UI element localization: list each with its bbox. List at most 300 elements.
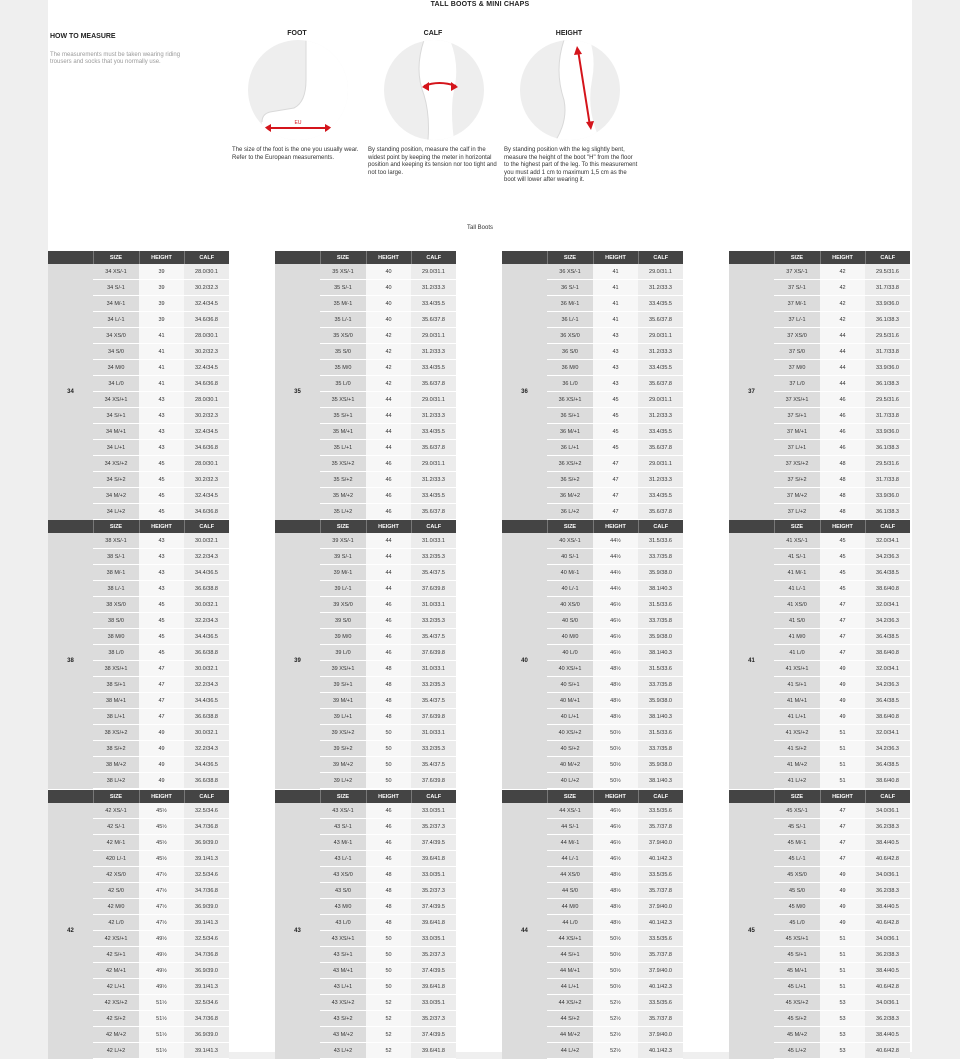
size-cell: 37 S/+1	[774, 408, 820, 424]
size-cell: 43 M/+2	[320, 1027, 366, 1043]
calf-cell: 29.0/31.1	[411, 264, 456, 280]
calf-cell: 34.7/36.8	[184, 1011, 229, 1027]
height-cell: 41	[139, 344, 184, 360]
size-cell: 42 XS/0	[93, 867, 139, 883]
height-cell: 47	[139, 677, 184, 693]
size-cell: 43 XS/+2	[320, 995, 366, 1011]
size-table-39	[275, 520, 456, 789]
height-cell: 51	[820, 741, 865, 757]
size-cell: 38 M/+1	[93, 693, 139, 709]
size-cell: 35 S/-1	[320, 280, 366, 296]
calf-cell: 32.4/34.5	[184, 488, 229, 504]
size-cell: 43 S/+1	[320, 947, 366, 963]
size-cell: 43 XS/0	[320, 867, 366, 883]
size-table-44	[502, 790, 683, 1059]
size-cell: 39 M/0	[320, 629, 366, 645]
size-cell: 41 S/+1	[774, 677, 820, 693]
calf-cell: 32.5/34.6	[184, 867, 229, 883]
size-cell: 34 S/+1	[93, 408, 139, 424]
calf-cell: 39.6/41.8	[411, 979, 456, 995]
calf-cell: 36.4/38.5	[865, 565, 910, 581]
header-calf: CALF	[411, 520, 456, 533]
calf-cell: 35.4/37.5	[411, 565, 456, 581]
table-row	[729, 533, 910, 549]
eu-size-cell: 35	[275, 264, 320, 520]
size-cell: 35 XS/+1	[320, 392, 366, 408]
size-cell: 41 S/-1	[774, 549, 820, 565]
height-cell: 45	[139, 597, 184, 613]
calf-cell: 35.2/37.3	[411, 819, 456, 835]
size-cell: 38 L/+1	[93, 709, 139, 725]
calf-cell: 33.4/35.5	[411, 424, 456, 440]
height-cell: 46	[366, 613, 411, 629]
calf-cell: 33.4/35.5	[638, 424, 683, 440]
calf-cell: 35.9/38.0	[638, 757, 683, 773]
calf-cell: 36.9/39.0	[184, 1027, 229, 1043]
size-cell: 42 M/+2	[93, 1027, 139, 1043]
calf-cell: 34.4/36.5	[184, 757, 229, 773]
height-cell: 50½	[593, 931, 638, 947]
size-cell: 36 M/0	[547, 360, 593, 376]
height-cell: 49	[139, 725, 184, 741]
size-cell: 35 S/0	[320, 344, 366, 360]
header-eu-blank	[502, 790, 547, 803]
table-row	[275, 803, 456, 819]
calf-cell: 37.9/40.0	[638, 835, 683, 851]
size-cell: 38 M/+2	[93, 757, 139, 773]
header-size: SIZE	[547, 251, 593, 264]
calf-cell: 32.0/34.1	[865, 597, 910, 613]
size-cell: 42 S/+2	[93, 1011, 139, 1027]
header-eu-blank	[729, 251, 774, 264]
height-cell: 46	[366, 645, 411, 661]
size-cell: 34 L/-1	[93, 312, 139, 328]
height-cell: 50	[366, 979, 411, 995]
size-cell: 43 L/+1	[320, 979, 366, 995]
size-cell: 34 M/+2	[93, 488, 139, 504]
size-cell: 41 XS/+2	[774, 725, 820, 741]
calf-cell: 36.2/38.3	[865, 947, 910, 963]
header-calf: CALF	[411, 790, 456, 803]
size-cell: 44 XS/-1	[547, 803, 593, 819]
size-cell: 36 XS/+2	[547, 456, 593, 472]
size-cell: 36 S/0	[547, 344, 593, 360]
size-table-38	[48, 520, 229, 789]
height-cell: 46½	[593, 613, 638, 629]
height-cell: 48½	[593, 883, 638, 899]
size-cell: 36 S/+2	[547, 472, 593, 488]
calf-cell: 40.6/42.8	[865, 1043, 910, 1059]
size-cell: 45 M/0	[774, 899, 820, 915]
height-cell: 46½	[593, 819, 638, 835]
height-cell: 45½	[139, 835, 184, 851]
size-cell: 40 M/+1	[547, 693, 593, 709]
height-cell: 45	[139, 613, 184, 629]
header-size: SIZE	[774, 520, 820, 533]
calf-cell: 35.9/38.0	[638, 693, 683, 709]
height-cell: 47½	[139, 867, 184, 883]
size-cell: 41 M/0	[774, 629, 820, 645]
size-cell: 37 L/0	[774, 376, 820, 392]
height-cell: 49	[820, 915, 865, 931]
calf-cell: 30.0/32.1	[184, 597, 229, 613]
height-cell: 46½	[593, 645, 638, 661]
size-cell: 37 M/+2	[774, 488, 820, 504]
size-cell: 34 XS/-1	[93, 264, 139, 280]
size-cell: 37 XS/0	[774, 328, 820, 344]
size-cell: 39 XS/-1	[320, 533, 366, 549]
height-cell: 51½	[139, 1043, 184, 1059]
calf-cell: 34.0/36.1	[865, 931, 910, 947]
calf-cell: 31.2/33.3	[638, 408, 683, 424]
size-cell: 40 S/+2	[547, 741, 593, 757]
size-cell: 37 M/0	[774, 360, 820, 376]
calf-cell: 33.5/35.6	[638, 867, 683, 883]
height-cell: 47	[820, 613, 865, 629]
calf-cell: 38.4/40.5	[865, 835, 910, 851]
calf-cell: 37.4/39.5	[411, 963, 456, 979]
calf-cell: 36.6/38.8	[184, 773, 229, 789]
size-cell: 42 M/-1	[93, 835, 139, 851]
height-cell: 48	[366, 661, 411, 677]
size-cell: 35 L/+1	[320, 440, 366, 456]
size-cell: 42 M/+1	[93, 963, 139, 979]
calf-cell: 36.6/38.8	[184, 581, 229, 597]
calf-cell: 40.1/42.3	[638, 915, 683, 931]
size-cell: 420 L/-1	[93, 851, 139, 867]
foot-icon	[248, 40, 348, 140]
calf-cell: 33.7/35.8	[638, 549, 683, 565]
header-height: HEIGHT	[593, 520, 638, 533]
height-cell: 44	[820, 344, 865, 360]
calf-cell: 32.2/34.3	[184, 677, 229, 693]
size-cell: 41 M/+2	[774, 757, 820, 773]
size-cell: 38 XS/0	[93, 597, 139, 613]
size-cell: 40 L/+2	[547, 773, 593, 789]
header-calf: CALF	[411, 251, 456, 264]
height-cell: 52½	[593, 995, 638, 1011]
height-cell: 46	[366, 835, 411, 851]
calf-cell: 35.6/37.8	[411, 312, 456, 328]
calf-cell: 40.1/42.3	[638, 1043, 683, 1059]
size-cell: 43 M/+1	[320, 963, 366, 979]
calf-cell: 35.2/37.3	[411, 1011, 456, 1027]
size-cell: 37 XS/+1	[774, 392, 820, 408]
size-cell: 34 L/+1	[93, 440, 139, 456]
height-cell: 44	[820, 376, 865, 392]
height-cell: 42	[820, 296, 865, 312]
calf-cell: 31.5/33.6	[638, 725, 683, 741]
height-cell: 49	[820, 883, 865, 899]
height-cell: 46	[366, 803, 411, 819]
height-cell: 49½	[139, 931, 184, 947]
table-row	[48, 533, 229, 549]
height-cell: 41	[593, 264, 638, 280]
calf-cell: 36.4/38.5	[865, 629, 910, 645]
calf-cell: 34.0/36.1	[865, 867, 910, 883]
size-cell: 43 S/-1	[320, 819, 366, 835]
calf-cell: 36.2/38.3	[865, 883, 910, 899]
calf-cell: 34.7/36.8	[184, 947, 229, 963]
calf-cell: 31.7/33.8	[865, 408, 910, 424]
height-cell: 45½	[139, 851, 184, 867]
size-cell: 43 S/0	[320, 883, 366, 899]
size-cell: 36 XS/+1	[547, 392, 593, 408]
size-cell: 43 L/-1	[320, 851, 366, 867]
height-cell: 43	[593, 328, 638, 344]
header-size: SIZE	[93, 790, 139, 803]
height-cell: 43	[139, 533, 184, 549]
height-cell: 45	[593, 424, 638, 440]
height-cell: 42	[366, 344, 411, 360]
height-cell: 46	[820, 408, 865, 424]
size-cell: 44 M/+2	[547, 1027, 593, 1043]
size-cell: 39 L/+1	[320, 709, 366, 725]
calf-cell: 39.1/41.3	[184, 915, 229, 931]
calf-cell: 32.0/34.1	[865, 725, 910, 741]
size-cell: 40 L/-1	[547, 581, 593, 597]
header-height: HEIGHT	[139, 251, 184, 264]
calf-cell: 35.6/37.8	[638, 376, 683, 392]
size-table-35	[275, 251, 456, 520]
calf-cell: 33.4/35.5	[638, 296, 683, 312]
height-cell: 48	[366, 709, 411, 725]
page-title: TALL BOOTS & MINI CHAPS	[430, 1, 530, 8]
size-cell: 39 M/-1	[320, 565, 366, 581]
calf-cell: 33.2/35.3	[411, 741, 456, 757]
size-table-41	[729, 520, 910, 789]
calf-cell: 32.0/34.1	[865, 533, 910, 549]
calf-cell: 31.2/33.3	[411, 344, 456, 360]
height-cell: 47	[820, 819, 865, 835]
table-row	[502, 803, 683, 819]
calf-cell: 29.0/31.1	[638, 328, 683, 344]
calf-cell: 30.2/32.3	[184, 408, 229, 424]
height-cell: 43	[139, 565, 184, 581]
size-cell: 45 XS/0	[774, 867, 820, 883]
size-cell: 40 M/+2	[547, 757, 593, 773]
height-cell: 45½	[139, 803, 184, 819]
eu-label: EU	[294, 120, 302, 126]
height-title: HEIGHT	[555, 30, 583, 37]
size-cell: 39 XS/+2	[320, 725, 366, 741]
calf-cell: 37.6/39.8	[411, 709, 456, 725]
size-cell: 38 S/+2	[93, 741, 139, 757]
calf-cell: 31.2/33.3	[638, 472, 683, 488]
calf-cell: 34.6/36.8	[184, 376, 229, 392]
calf-cell: 30.2/32.3	[184, 472, 229, 488]
header-size: SIZE	[547, 790, 593, 803]
foot-measure	[232, 30, 366, 162]
height-cell: 47	[820, 645, 865, 661]
height-cell: 46½	[593, 835, 638, 851]
size-cell: 43 S/+2	[320, 1011, 366, 1027]
table-row	[729, 803, 910, 819]
header-height: HEIGHT	[593, 251, 638, 264]
header-calf: CALF	[638, 520, 683, 533]
calf-cell: 34.2/36.3	[865, 613, 910, 629]
height-cell: 48½	[593, 677, 638, 693]
height-cell: 44½	[593, 581, 638, 597]
how-to-measure-text: The measurements must be taken wearing riding trousers and socks that you normally use.	[50, 52, 181, 65]
size-cell: 36 L/-1	[547, 312, 593, 328]
table-row	[48, 264, 229, 280]
calf-cell: 37.9/40.0	[638, 963, 683, 979]
size-cell: 35 S/+2	[320, 472, 366, 488]
height-cell: 47½	[139, 883, 184, 899]
height-cell: 43	[139, 392, 184, 408]
table-row	[275, 264, 456, 280]
calf-cell: 36.9/39.0	[184, 963, 229, 979]
height-cell: 44	[366, 581, 411, 597]
height-cell: 43	[139, 424, 184, 440]
size-cell: 37 XS/+2	[774, 456, 820, 472]
height-cell: 52½	[593, 1011, 638, 1027]
calf-cell: 32.5/34.6	[184, 803, 229, 819]
calf-icon	[384, 40, 484, 140]
header-size: SIZE	[93, 251, 139, 264]
size-cell: 41 L/+2	[774, 773, 820, 789]
calf-cell: 33.7/35.8	[638, 677, 683, 693]
calf-title: CALF	[423, 30, 443, 37]
header-calf: CALF	[638, 251, 683, 264]
height-cell: 48	[366, 883, 411, 899]
size-cell: 42 S/-1	[93, 819, 139, 835]
height-cell: 43	[139, 549, 184, 565]
size-cell: 44 XS/+2	[547, 995, 593, 1011]
height-cell: 46	[820, 440, 865, 456]
size-cell: 36 M/+2	[547, 488, 593, 504]
height-cell: 47	[820, 835, 865, 851]
calf-cell: 35.7/37.8	[638, 947, 683, 963]
height-cell: 41	[593, 280, 638, 296]
header-height: HEIGHT	[366, 251, 411, 264]
calf-cell: 37.9/40.0	[638, 899, 683, 915]
size-cell: 40 L/0	[547, 645, 593, 661]
calf-cell: 38.1/40.3	[638, 581, 683, 597]
calf-cell: 30.2/32.3	[184, 280, 229, 296]
calf-cell: 33.0/35.1	[411, 867, 456, 883]
calf-cell: 36.6/38.8	[184, 645, 229, 661]
size-table-40	[502, 520, 683, 789]
calf-cell: 33.9/36.0	[865, 488, 910, 504]
height-cell: 47	[593, 504, 638, 520]
eu-size-cell: 34	[48, 264, 93, 520]
size-cell: 35 S/+1	[320, 408, 366, 424]
size-cell: 38 L/0	[93, 645, 139, 661]
calf-cell: 34.6/36.8	[184, 312, 229, 328]
size-cell: 42 S/+1	[93, 947, 139, 963]
height-cell: 49½	[139, 947, 184, 963]
size-cell: 36 L/+1	[547, 440, 593, 456]
header-height: HEIGHT	[139, 520, 184, 533]
height-cell: 50	[366, 963, 411, 979]
header-size: SIZE	[320, 520, 366, 533]
calf-cell: 33.2/35.3	[411, 549, 456, 565]
height-cell: 47	[820, 597, 865, 613]
height-cell: 45½	[139, 819, 184, 835]
calf-cell: 28.0/30.1	[184, 456, 229, 472]
size-cell: 38 S/+1	[93, 677, 139, 693]
height-cell: 51½	[139, 1011, 184, 1027]
height-cell: 45	[139, 629, 184, 645]
height-cell: 48½	[593, 709, 638, 725]
calf-cell: 36.2/38.3	[865, 1011, 910, 1027]
calf-cell: 33.9/36.0	[865, 296, 910, 312]
height-cell: 52½	[593, 1043, 638, 1059]
height-cell: 48½	[593, 867, 638, 883]
height-cell: 39	[139, 264, 184, 280]
header-eu-blank	[48, 251, 93, 264]
size-cell: 43 XS/+1	[320, 931, 366, 947]
calf-measure	[368, 30, 502, 177]
size-cell: 41 S/0	[774, 613, 820, 629]
calf-cell: 37.6/39.8	[411, 581, 456, 597]
calf-cell: 36.2/38.3	[865, 819, 910, 835]
size-cell: 34 M/-1	[93, 296, 139, 312]
height-cell: 51	[820, 979, 865, 995]
height-cell: 43	[139, 440, 184, 456]
header-height: HEIGHT	[820, 790, 865, 803]
header-height: HEIGHT	[593, 790, 638, 803]
calf-cell: 35.9/38.0	[638, 565, 683, 581]
calf-cell: 32.4/34.5	[184, 360, 229, 376]
height-cell: 52	[366, 995, 411, 1011]
size-cell: 34 L/+2	[93, 504, 139, 520]
size-cell: 44 M/-1	[547, 835, 593, 851]
height-cell: 53	[820, 1043, 865, 1059]
size-cell: 45 M/+1	[774, 963, 820, 979]
height-cell: 48	[366, 867, 411, 883]
calf-illustration	[384, 40, 484, 140]
size-cell: 45 XS/+2	[774, 995, 820, 1011]
size-cell: 39 L/0	[320, 645, 366, 661]
foot-title: FOOT	[287, 30, 307, 37]
table-row	[502, 264, 683, 280]
size-cell: 36 XS/-1	[547, 264, 593, 280]
calf-cell: 31.0/33.1	[411, 597, 456, 613]
height-cell: 45	[593, 440, 638, 456]
size-cell: 44 L/+2	[547, 1043, 593, 1059]
calf-cell: 31.5/33.6	[638, 597, 683, 613]
calf-cell: 34.0/36.1	[865, 803, 910, 819]
height-cell: 44½	[593, 565, 638, 581]
size-cell: 40 L/+1	[547, 709, 593, 725]
size-table-37	[729, 251, 910, 520]
calf-cell: 36.9/39.0	[184, 899, 229, 915]
height-cell: 51½	[139, 1027, 184, 1043]
eu-size-cell: 37	[729, 264, 774, 520]
size-cell: 43 M/0	[320, 899, 366, 915]
height-cell: 47½	[139, 915, 184, 931]
size-cell: 38 M/0	[93, 629, 139, 645]
calf-cell: 37.9/40.0	[638, 1027, 683, 1043]
height-cell: 48	[366, 899, 411, 915]
size-cell: 34 S/+2	[93, 472, 139, 488]
eu-size-cell: 38	[48, 533, 93, 789]
size-cell: 41 S/+2	[774, 741, 820, 757]
header-eu-blank	[275, 790, 320, 803]
height-cell: 44	[366, 549, 411, 565]
calf-cell: 32.4/34.5	[184, 424, 229, 440]
calf-cell: 34.2/36.3	[865, 677, 910, 693]
height-cell: 50½	[593, 947, 638, 963]
calf-cell: 38.4/40.5	[865, 963, 910, 979]
calf-cell: 28.0/30.1	[184, 392, 229, 408]
header-height: HEIGHT	[366, 790, 411, 803]
size-cell: 34 XS/0	[93, 328, 139, 344]
size-cell: 40 XS/0	[547, 597, 593, 613]
